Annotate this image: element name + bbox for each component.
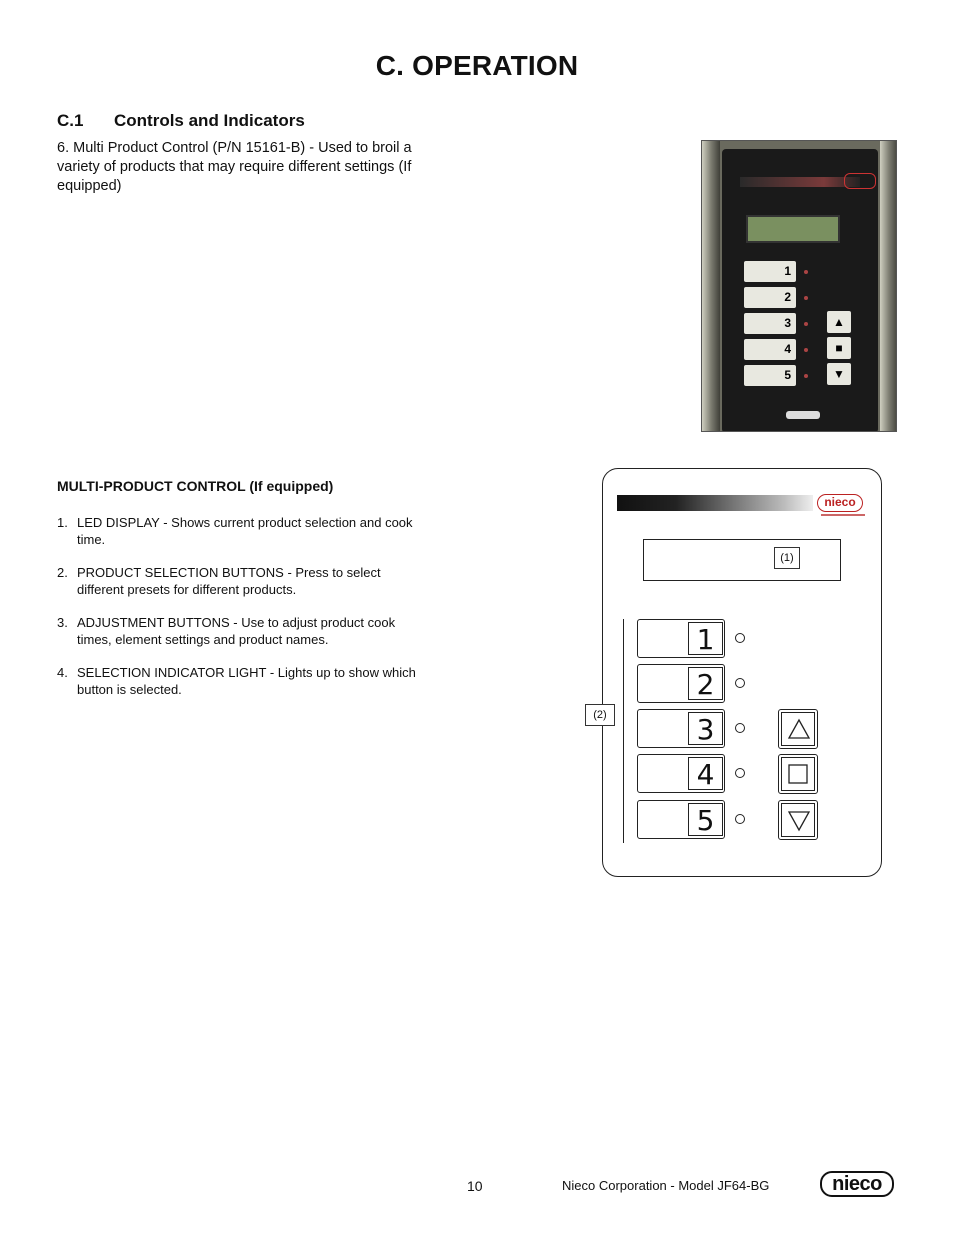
photo-up-button: ▲ bbox=[827, 311, 851, 333]
diagram-brand-strip bbox=[617, 495, 813, 511]
key-label: 1 bbox=[688, 622, 723, 655]
photo-handle-left bbox=[702, 141, 720, 432]
intro-paragraph: 6. Multi Product Control (P/N 15161-B) - Used to broil a variety of products that may require different settings (If equipped) bbox=[57, 140, 412, 194]
footer-company: Nieco Corporation - Model JF64-BG bbox=[562, 1178, 770, 1193]
adjust-up-button bbox=[778, 709, 818, 749]
photo-button-1: 1 bbox=[744, 261, 796, 282]
item-number: 3. bbox=[57, 615, 68, 630]
photo-handle-right bbox=[880, 141, 897, 432]
control-panel-photo bbox=[701, 140, 897, 432]
photo-down-button: ▼ bbox=[827, 363, 851, 385]
item-number: 1. bbox=[57, 515, 68, 530]
footer-logo: nieco bbox=[820, 1171, 894, 1197]
photo-stop-button: ■ bbox=[827, 337, 851, 359]
diagram-logo-tagline bbox=[821, 514, 865, 516]
photo-button-3: 3 bbox=[744, 313, 796, 334]
square-icon bbox=[779, 755, 819, 795]
indicator-light-4 bbox=[735, 768, 745, 778]
key-label: 2 bbox=[688, 667, 723, 700]
key-label: 3 bbox=[688, 712, 723, 745]
indicator-light-1 bbox=[735, 633, 745, 643]
list-item bbox=[57, 514, 417, 548]
list-item bbox=[57, 614, 417, 648]
product-button-1 bbox=[637, 619, 725, 658]
item-text: PRODUCT SELECTION BUTTONS - Press to select different presets for different products. bbox=[77, 565, 381, 597]
adjust-stop-button bbox=[778, 754, 818, 794]
product-button-3 bbox=[637, 709, 725, 748]
led-display bbox=[643, 539, 841, 581]
product-button-4 bbox=[637, 754, 725, 793]
photo-led bbox=[804, 296, 808, 300]
indicator-light-2 bbox=[735, 678, 745, 688]
adjust-down-button bbox=[778, 800, 818, 840]
triangle-down-icon bbox=[779, 801, 819, 841]
list-item bbox=[57, 564, 417, 598]
description-list bbox=[57, 514, 417, 714]
photo-led bbox=[804, 374, 808, 378]
photo-button-5: 5 bbox=[744, 365, 796, 386]
key-label: 5 bbox=[688, 803, 723, 836]
page-title: C. OPERATION bbox=[375, 50, 579, 81]
photo-slot bbox=[786, 411, 820, 419]
callout-2: (2) bbox=[585, 704, 615, 726]
page-number: 10 bbox=[467, 1178, 483, 1194]
item-number: 4. bbox=[57, 665, 68, 680]
button-group-bracket bbox=[623, 619, 624, 843]
photo-led bbox=[804, 348, 808, 352]
photo-logo bbox=[844, 173, 876, 189]
indicator-light-5 bbox=[735, 814, 745, 824]
list-item bbox=[57, 664, 417, 698]
photo-button-2: 2 bbox=[744, 287, 796, 308]
product-button-5 bbox=[637, 800, 725, 839]
photo-led bbox=[804, 322, 808, 326]
callout-1: (1) bbox=[774, 547, 800, 569]
control-diagram bbox=[602, 468, 882, 877]
photo-led bbox=[804, 270, 808, 274]
photo-brand-strip bbox=[740, 177, 860, 187]
photo-lcd bbox=[746, 215, 840, 243]
photo-panel bbox=[722, 149, 878, 432]
section-heading bbox=[57, 111, 305, 131]
diagram-logo: nieco bbox=[817, 494, 863, 512]
section-title: Controls and Indicators bbox=[114, 111, 305, 130]
section-number: C.1 bbox=[57, 111, 84, 130]
key-label: 4 bbox=[688, 757, 723, 790]
product-button-2 bbox=[637, 664, 725, 703]
mpc-heading: MULTI-PRODUCT CONTROL (If equipped) bbox=[57, 478, 334, 494]
item-number: 2. bbox=[57, 565, 68, 580]
item-text: ADJUSTMENT BUTTONS - Use to adjust product cook times, element settings and product names. bbox=[77, 615, 396, 647]
item-text: LED DISPLAY - Shows current product selection and cook time. bbox=[77, 515, 413, 547]
item-text: SELECTION INDICATOR LIGHT - Lights up to show which button is selected. bbox=[77, 665, 416, 697]
indicator-light-3 bbox=[735, 723, 745, 733]
triangle-up-icon bbox=[779, 710, 819, 750]
photo-button-4: 4 bbox=[744, 339, 796, 360]
